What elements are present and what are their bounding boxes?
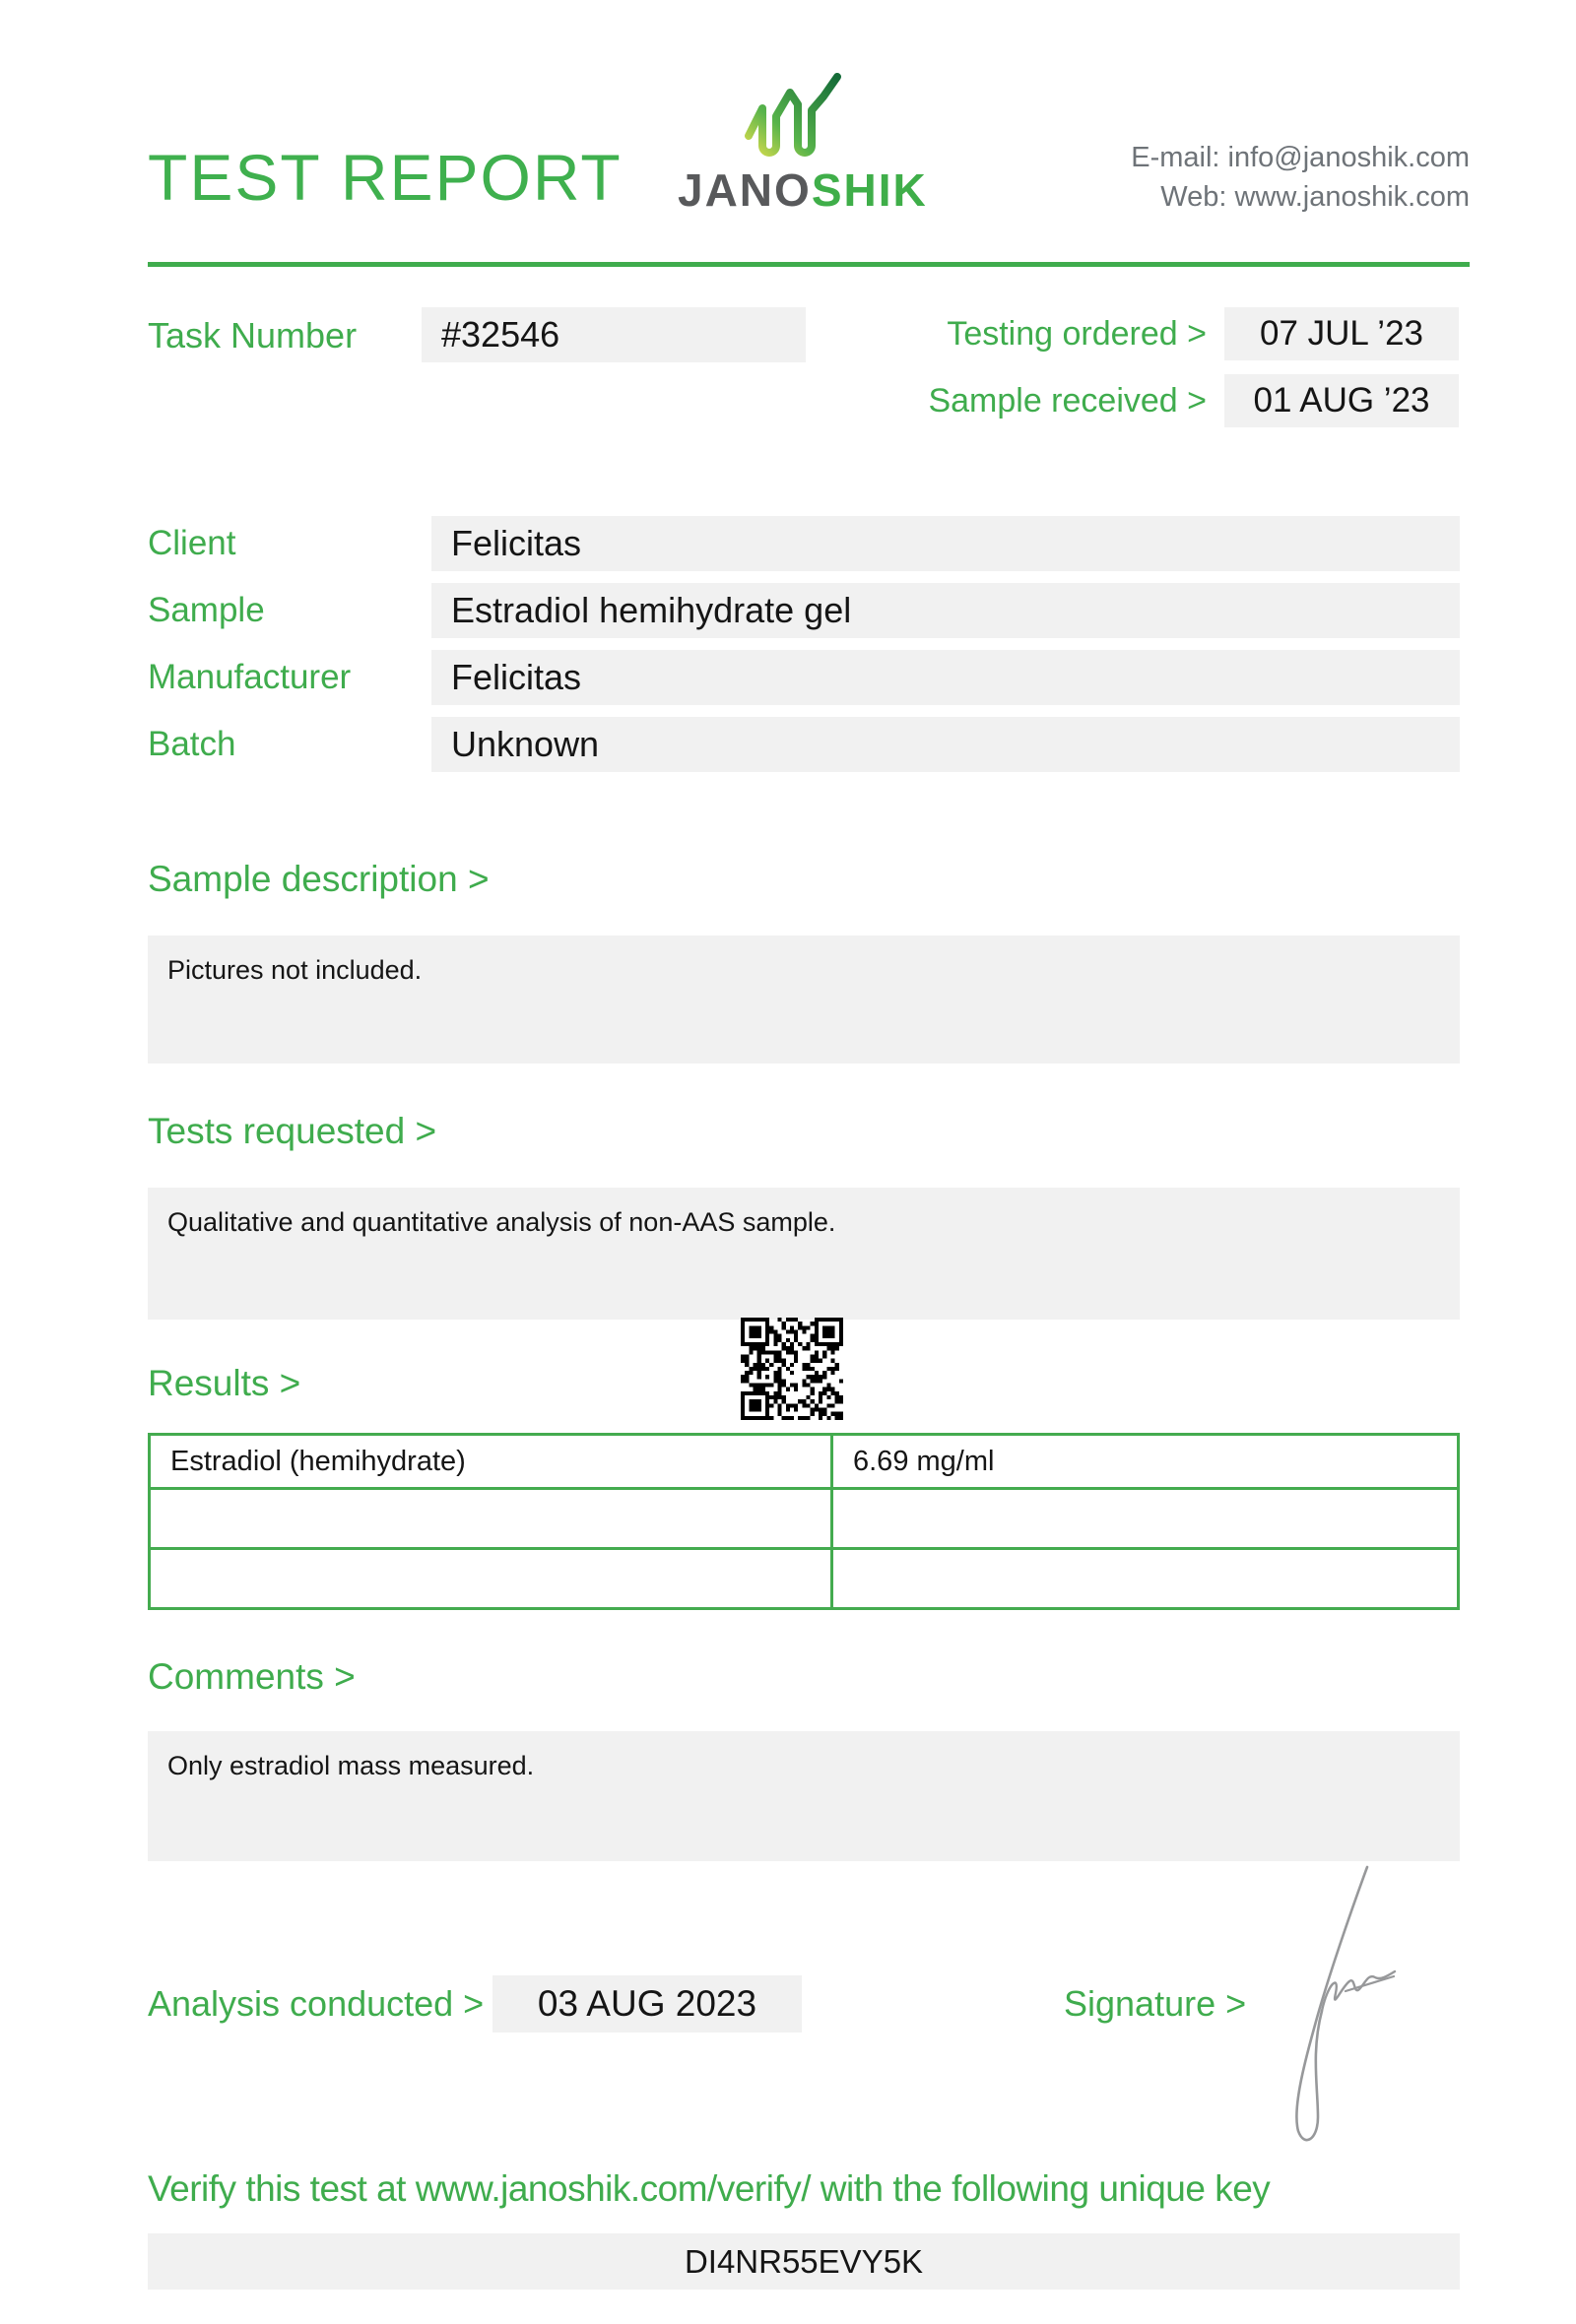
client-value: Felicitas xyxy=(431,516,1460,571)
testing-ordered-label: Testing ordered > xyxy=(947,315,1207,353)
manufacturer-label: Manufacturer xyxy=(148,658,352,696)
comments-heading: Comments > xyxy=(148,1656,356,1697)
results-row xyxy=(150,1489,1459,1549)
client-label: Client xyxy=(148,524,236,562)
tests-requested-box: Qualitative and quantitative analysis of non-AAS sample. xyxy=(148,1188,1460,1320)
result-value: 6.69 mg/ml xyxy=(832,1435,1459,1489)
email-value: info@janoshik.com xyxy=(1227,142,1470,173)
task-number-label: Task Number xyxy=(148,315,358,355)
results-row xyxy=(150,1549,1459,1609)
testing-ordered-value: 07 JUL ’23 xyxy=(1224,307,1459,360)
contact-email-line xyxy=(985,138,1470,177)
page-title: TEST REPORT xyxy=(148,141,623,214)
result-analyte xyxy=(150,1549,832,1609)
logo-wordmark xyxy=(678,163,928,217)
unique-key-value: DI4NR55EVY5K xyxy=(148,2233,1460,2290)
janoshik-logo xyxy=(678,71,928,217)
result-value xyxy=(832,1489,1459,1549)
batch-label: Batch xyxy=(148,725,236,763)
results-heading: Results > xyxy=(148,1363,301,1403)
header-divider xyxy=(148,262,1470,267)
results-table xyxy=(148,1433,1460,1610)
results-row xyxy=(150,1435,1459,1489)
manufacturer-value: Felicitas xyxy=(431,650,1460,705)
logo-word-jano: JANO xyxy=(678,164,812,216)
qr-code xyxy=(741,1318,843,1420)
sample-description-heading: Sample description > xyxy=(148,859,490,899)
logo-word-shik: SHIK xyxy=(811,164,928,216)
web-value: www.janoshik.com xyxy=(1234,181,1470,213)
sample-received-label: Sample received > xyxy=(928,382,1207,420)
email-label: E-mail: xyxy=(1131,142,1220,173)
result-value xyxy=(832,1549,1459,1609)
sample-description-box: Pictures not included. xyxy=(148,936,1460,1064)
comments-box: Only estradiol mass measured. xyxy=(148,1731,1460,1861)
web-label: Web: xyxy=(1160,181,1227,213)
sample-label: Sample xyxy=(148,591,265,629)
chart-growth-icon xyxy=(739,71,849,161)
analysis-date-value: 03 AUG 2023 xyxy=(492,1975,802,2033)
analysis-conducted-label: Analysis conducted > xyxy=(148,1983,485,2024)
signature-image xyxy=(1277,1863,1399,2155)
batch-value: Unknown xyxy=(431,717,1460,772)
contact-block xyxy=(985,138,1470,217)
result-analyte: Estradiol (hemihydrate) xyxy=(150,1435,832,1489)
signature-label: Signature > xyxy=(1064,1983,1247,2024)
sample-value: Estradiol hemihydrate gel xyxy=(431,583,1460,638)
tests-requested-heading: Tests requested > xyxy=(148,1111,437,1151)
contact-web-line xyxy=(985,177,1470,217)
sample-received-value: 01 AUG ’23 xyxy=(1224,374,1459,427)
task-number-value: #32546 xyxy=(422,307,806,362)
verify-text: Verify this test at www.janoshik.com/verify/ with the following unique key xyxy=(148,2168,1271,2209)
result-analyte xyxy=(150,1489,832,1549)
